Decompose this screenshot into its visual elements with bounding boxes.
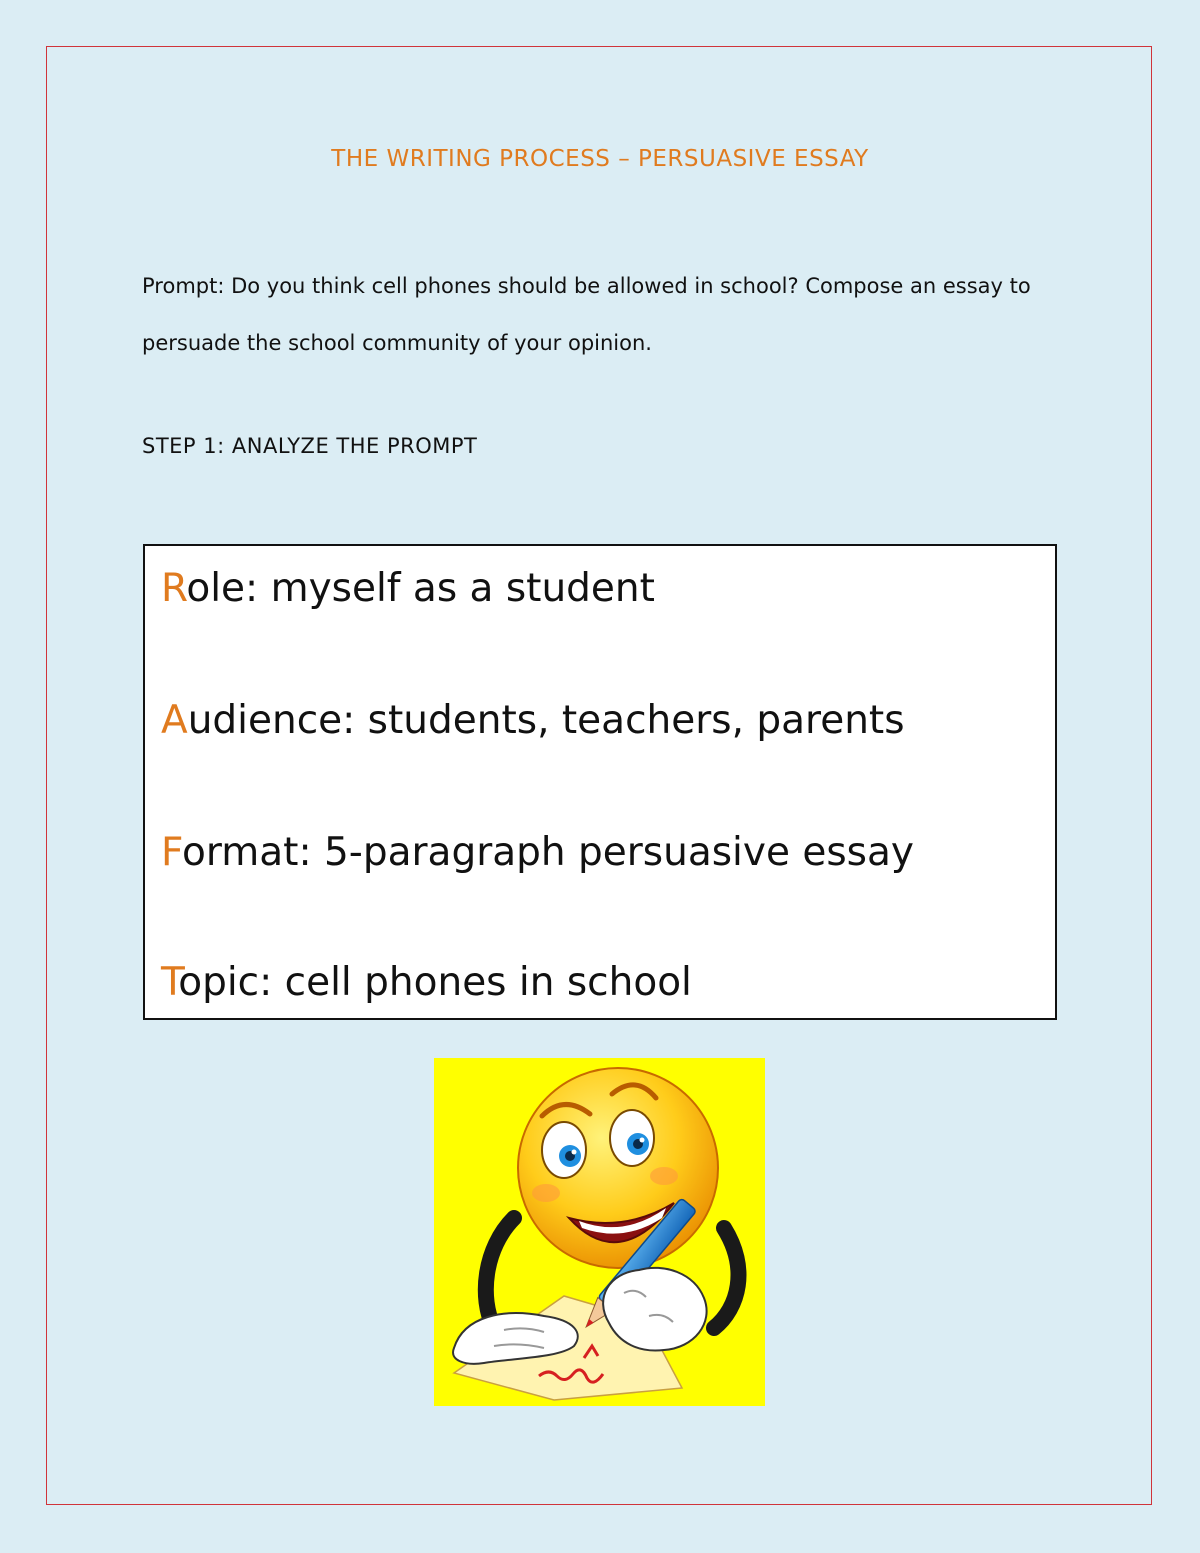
raft-format-text: ormat: 5-paragraph persuasive essay xyxy=(182,830,914,875)
raft-audience-initial: A xyxy=(161,698,188,743)
raft-audience-text: udience: students, teachers, parents xyxy=(187,698,905,743)
raft-role-initial: R xyxy=(161,566,187,611)
raft-box xyxy=(143,544,1057,1020)
raft-format xyxy=(161,830,914,875)
raft-topic-initial: T xyxy=(161,960,179,1005)
page-title: THE WRITING PROCESS – PERSUASIVE ESSAY xyxy=(331,146,869,172)
raft-topic xyxy=(161,960,692,1005)
raft-role xyxy=(161,566,655,611)
raft-format-initial: F xyxy=(161,830,183,875)
prompt-text: Prompt: Do you think cell phones should be allowed in school? Compose an essay to persuade the school community of your opinion. xyxy=(142,274,1031,355)
raft-audience xyxy=(161,698,905,743)
step-heading: STEP 1: ANALYZE THE PROMPT xyxy=(142,434,478,458)
raft-topic-text: opic: cell phones in school xyxy=(178,960,692,1005)
raft-role-text: ole: myself as a student xyxy=(186,566,655,611)
smiley-writing-icon xyxy=(434,1058,765,1406)
